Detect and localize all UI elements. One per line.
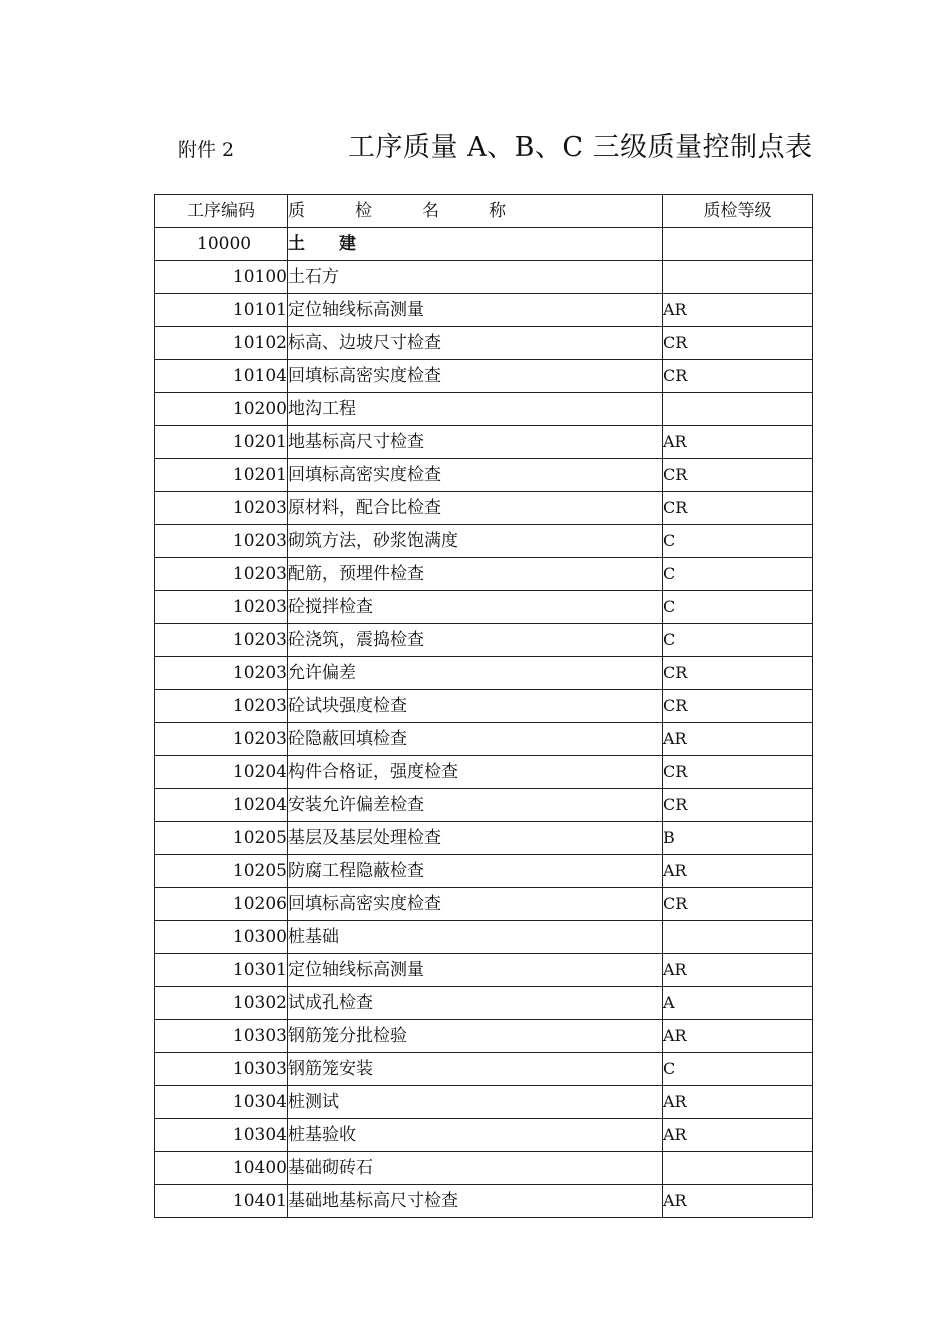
table-row	[155, 921, 813, 954]
row-code: 10204	[155, 789, 288, 822]
row-name	[288, 228, 663, 261]
row-grade: C	[663, 1053, 813, 1086]
row-grade: A	[663, 987, 813, 1020]
row-code: 10100	[155, 261, 288, 294]
table-row	[155, 591, 813, 624]
table-row	[155, 789, 813, 822]
table-row	[155, 822, 813, 855]
row-code: 10204	[155, 756, 288, 789]
table-row	[155, 1185, 813, 1218]
column-header-name-char: 称	[489, 201, 506, 221]
row-grade: AR	[663, 1185, 813, 1218]
row-grade: AR	[663, 426, 813, 459]
row-grade	[663, 228, 813, 261]
row-code: 10200	[155, 393, 288, 426]
row-grade: CR	[663, 756, 813, 789]
table-row	[155, 327, 813, 360]
row-grade	[663, 393, 813, 426]
row-code: 10203	[155, 492, 288, 525]
row-name: 砼试块强度检查	[288, 690, 663, 723]
table-row	[155, 492, 813, 525]
row-grade: C	[663, 525, 813, 558]
table-row	[155, 459, 813, 492]
row-name: 防腐工程隐蔽检查	[288, 855, 663, 888]
row-code: 10101	[155, 294, 288, 327]
table-row	[155, 360, 813, 393]
row-grade: CR	[663, 327, 813, 360]
row-code: 10304	[155, 1119, 288, 1152]
table-row	[155, 1020, 813, 1053]
row-name: 桩测试	[288, 1086, 663, 1119]
row-name: 定位轴线标高测量	[288, 294, 663, 327]
table-row	[155, 426, 813, 459]
row-code: 10203	[155, 558, 288, 591]
table-row	[155, 393, 813, 426]
attachment-label: 附件 2	[178, 139, 235, 161]
row-code: 10203	[155, 591, 288, 624]
row-name: 地沟工程	[288, 393, 663, 426]
row-name: 地基标高尺寸检查	[288, 426, 663, 459]
row-grade: B	[663, 822, 813, 855]
column-header-name-char: 质	[288, 201, 305, 221]
row-name: 钢筋笼分批检验	[288, 1020, 663, 1053]
row-code: 10400	[155, 1152, 288, 1185]
page-title: 工序质量 A、B、C 三级质量控制点表	[348, 132, 813, 163]
table-row	[155, 657, 813, 690]
row-grade: AR	[663, 1020, 813, 1053]
row-code: 10303	[155, 1053, 288, 1086]
row-code: 10000	[155, 228, 288, 261]
row-name: 构件合格证，强度检查	[288, 756, 663, 789]
row-code: 10102	[155, 327, 288, 360]
row-name: 土石方	[288, 261, 663, 294]
row-name: 标高、边坡尺寸检查	[288, 327, 663, 360]
row-code: 10203	[155, 723, 288, 756]
row-code: 10206	[155, 888, 288, 921]
row-name: 安装允许偏差检查	[288, 789, 663, 822]
row-code: 10104	[155, 360, 288, 393]
row-grade: C	[663, 591, 813, 624]
row-grade: CR	[663, 360, 813, 393]
row-name: 基础砌砖石	[288, 1152, 663, 1185]
row-name: 桩基础	[288, 921, 663, 954]
row-name-char: 建	[339, 234, 356, 254]
row-name: 砼搅拌检查	[288, 591, 663, 624]
row-code: 10203	[155, 657, 288, 690]
row-grade: C	[663, 558, 813, 591]
table-row	[155, 1119, 813, 1152]
row-grade: AR	[663, 954, 813, 987]
row-grade: AR	[663, 855, 813, 888]
table-row	[155, 756, 813, 789]
column-header-name-char: 检	[355, 201, 372, 221]
table-row	[155, 261, 813, 294]
row-name: 定位轴线标高测量	[288, 954, 663, 987]
table-row	[155, 723, 813, 756]
row-name: 原材料，配合比检查	[288, 492, 663, 525]
table-row	[155, 855, 813, 888]
row-name: 钢筋笼安装	[288, 1053, 663, 1086]
row-grade: CR	[663, 657, 813, 690]
table-header-row	[155, 195, 813, 228]
table-row	[155, 888, 813, 921]
column-header-code: 工序编码	[155, 195, 288, 228]
row-name: 配筋，预埋件检查	[288, 558, 663, 591]
row-grade: CR	[663, 459, 813, 492]
row-name: 回填标高密实度检查	[288, 459, 663, 492]
row-grade	[663, 1152, 813, 1185]
column-header-grade: 质检等级	[663, 195, 813, 228]
table-row	[155, 954, 813, 987]
table-row-main-category	[155, 228, 813, 261]
row-name: 回填标高密实度检查	[288, 360, 663, 393]
row-code: 10205	[155, 822, 288, 855]
row-grade: AR	[663, 1086, 813, 1119]
column-header-name	[288, 195, 663, 228]
row-grade: AR	[663, 294, 813, 327]
row-grade: CR	[663, 789, 813, 822]
row-name-char: 土	[288, 234, 305, 254]
row-grade: CR	[663, 690, 813, 723]
row-code: 10201	[155, 459, 288, 492]
row-code: 10301	[155, 954, 288, 987]
table-row	[155, 558, 813, 591]
table-row	[155, 1086, 813, 1119]
row-name: 砌筑方法，砂浆饱满度	[288, 525, 663, 558]
row-grade: CR	[663, 888, 813, 921]
row-code: 10203	[155, 525, 288, 558]
row-name: 基层及基层处理检查	[288, 822, 663, 855]
table-row	[155, 1053, 813, 1086]
column-header-name-char: 名	[422, 201, 439, 221]
row-grade: CR	[663, 492, 813, 525]
row-name: 桩基验收	[288, 1119, 663, 1152]
row-code: 10203	[155, 624, 288, 657]
row-name: 试成孔检查	[288, 987, 663, 1020]
row-grade	[663, 921, 813, 954]
row-grade: C	[663, 624, 813, 657]
row-name: 允许偏差	[288, 657, 663, 690]
row-code: 10205	[155, 855, 288, 888]
row-code: 10401	[155, 1185, 288, 1218]
row-code: 10300	[155, 921, 288, 954]
row-grade	[663, 261, 813, 294]
row-code: 10303	[155, 1020, 288, 1053]
row-name: 基础地基标高尺寸检查	[288, 1185, 663, 1218]
table-row	[155, 1152, 813, 1185]
table-row	[155, 624, 813, 657]
quality-control-table	[154, 194, 813, 1218]
table-row	[155, 987, 813, 1020]
table-row	[155, 690, 813, 723]
row-name: 砼浇筑，震捣检查	[288, 624, 663, 657]
row-grade: AR	[663, 723, 813, 756]
table-row	[155, 294, 813, 327]
row-code: 10201	[155, 426, 288, 459]
table-row	[155, 525, 813, 558]
row-code: 10203	[155, 690, 288, 723]
row-name: 回填标高密实度检查	[288, 888, 663, 921]
row-code: 10304	[155, 1086, 288, 1119]
row-name: 砼隐蔽回填检查	[288, 723, 663, 756]
row-grade: AR	[663, 1119, 813, 1152]
row-code: 10302	[155, 987, 288, 1020]
